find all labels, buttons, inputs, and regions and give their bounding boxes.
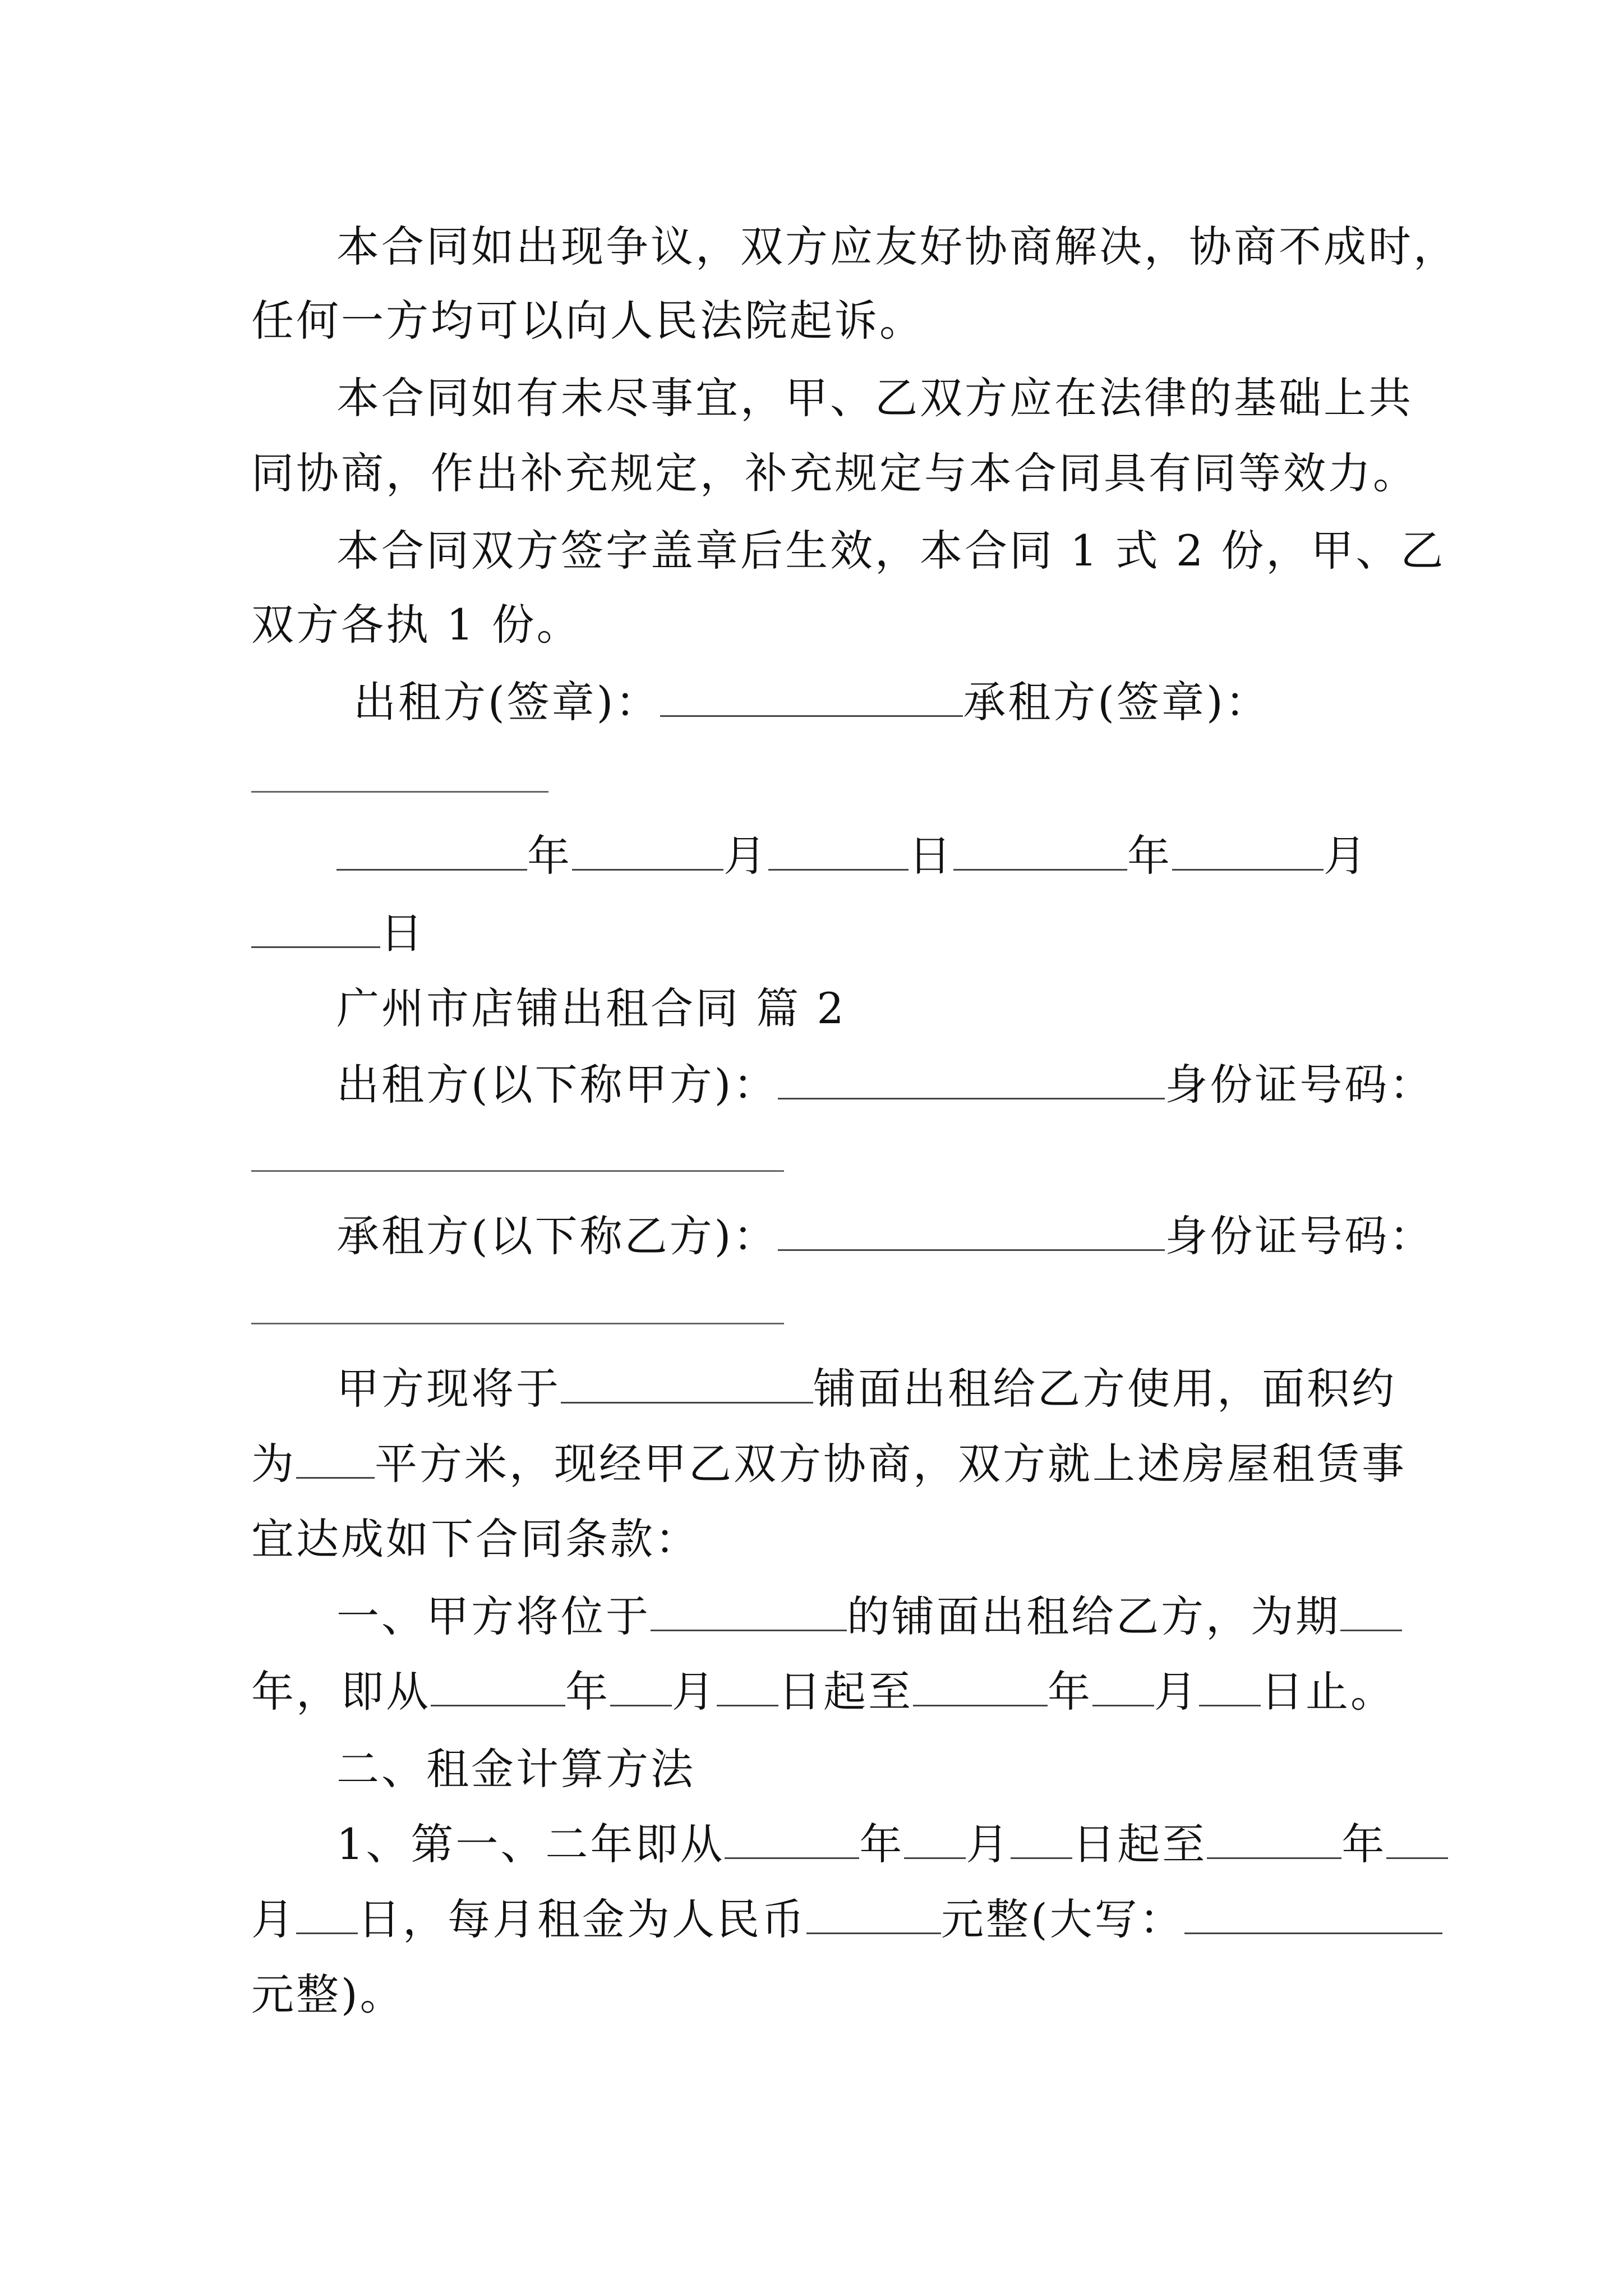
start-month-label: 月: [672, 1667, 717, 1717]
month-label-2: 月: [1324, 831, 1368, 881]
lessee-name-blank: [778, 1210, 1165, 1251]
intro-text-1a: 甲方现将于: [336, 1364, 561, 1414]
clause-2-1-line-1: [336, 1818, 1448, 1871]
lessor-name-blank: [778, 1059, 1165, 1099]
intro-line-2: [251, 1437, 1407, 1491]
term-years-blank: [1340, 1590, 1402, 1631]
clause-2-1-text-c: 日，每月租金为人民币: [358, 1894, 806, 1944]
section-title: 广州市店铺出租合同 篇 2: [336, 983, 846, 1033]
clause-1-text-c: 年，即从: [251, 1667, 431, 1717]
paragraph-effect-line-2: 双方各执 1 份。: [251, 600, 582, 650]
lessor-label: 出租方(以下称甲方)：: [336, 1060, 778, 1110]
rent-start-year-label: 年: [859, 1819, 905, 1869]
end-year-label: 年: [1048, 1667, 1092, 1717]
start-day-blank: [717, 1665, 778, 1706]
lessor-sign-blank: [660, 676, 963, 717]
year-blank-2: [953, 830, 1127, 871]
paragraph-supplement-line-1: 本合同如有未尽事宜，甲、乙双方应在法律的基础上共: [336, 373, 1413, 423]
paragraph-dispute-line-1: 本合同如出现争议，双方应友好协商解决，协商不成时，: [336, 222, 1458, 272]
start-month-blank: [610, 1665, 672, 1706]
shop-address-blank: [651, 1590, 847, 1631]
intro-text-2b: 平方米，现经甲乙双方协商，双方就上述房屋租赁事: [375, 1439, 1407, 1489]
year-blank-1: [336, 830, 527, 871]
location-blank: [561, 1363, 813, 1404]
clause-2-1-line-2: [251, 1893, 1442, 1947]
lessee-sign-label: 承租方(签章)：: [963, 677, 1270, 727]
clause-1-text-e: 日止。: [1261, 1667, 1395, 1717]
month-label-1: 月: [723, 831, 768, 881]
lessor-sign-label: 出租方(签章)：: [353, 677, 661, 727]
end-year-blank: [913, 1665, 1048, 1706]
day-label-1: 日: [909, 831, 953, 881]
end-month-blank: [1092, 1665, 1154, 1706]
clause-2-1-line-3: 元整)。: [251, 1970, 405, 2019]
clause-2-title: 二、租金计算方法: [336, 1744, 695, 1794]
start-year-label: 年: [565, 1667, 610, 1717]
paragraph-supplement-line-2: 同协商，作出补充规定，补充规定与本合同具有同等效力。: [251, 448, 1418, 498]
clause-2-1-text-a: 1、第一、二年即从: [336, 1819, 725, 1869]
end-day-blank: [1199, 1665, 1261, 1706]
clause-1-line-1: [336, 1590, 1402, 1644]
clause-1-text-d: 日起至: [778, 1667, 913, 1717]
lessee-id-label: 身份证号码：: [1165, 1211, 1435, 1261]
rent-end-year-label: 年: [1341, 1819, 1387, 1869]
intro-text-2a: 为: [251, 1439, 296, 1489]
signature-row: [353, 675, 1270, 729]
date-row: [336, 829, 1368, 883]
day-label-2: 日: [380, 908, 425, 958]
lessor-id-blank: [251, 1170, 784, 1172]
rent-end-month-blank: [1386, 1818, 1448, 1859]
year-label-1: 年: [527, 831, 572, 881]
day-blank-2: [251, 907, 380, 948]
date-row-cont: [251, 907, 425, 960]
clause-1-text-b: 的铺面出租给乙方，为期: [847, 1591, 1340, 1641]
year-label-2: 年: [1127, 831, 1172, 881]
intro-line-3: 宜达成如下合同条款：: [251, 1514, 700, 1564]
intro-text-1b: 铺面出租给乙方使用，面积约: [813, 1364, 1396, 1414]
rent-in-words-blank: [1184, 1893, 1442, 1934]
paragraph-effect-line-1: 本合同双方签字盖章后生效，本合同 1 式 2 份，甲、乙: [336, 526, 1446, 576]
month-blank-1: [572, 830, 723, 871]
day-blank-1: [768, 830, 909, 871]
month-blank-2: [1172, 830, 1324, 871]
clause-1-line-2: [251, 1665, 1395, 1719]
rent-start-month-blank: [904, 1818, 966, 1859]
lessee-row: [336, 1209, 1434, 1263]
rent-start-year-blank: [725, 1818, 859, 1859]
rent-end-month-label: 月: [251, 1894, 296, 1944]
rent-start-month-label: 月: [966, 1819, 1011, 1869]
rent-start-day-blank: [1011, 1818, 1072, 1859]
paragraph-dispute-line-2: 任何一方均可以向人民法院起诉。: [251, 296, 924, 346]
intro-line-1: [336, 1362, 1396, 1416]
rent-end-year-blank: [1207, 1818, 1341, 1859]
clause-2-1-text-d: 元整(大写：: [941, 1894, 1184, 1944]
clause-1-text-a: 一、甲方将位于: [336, 1591, 651, 1641]
start-year-blank: [431, 1665, 565, 1706]
lessor-id-label: 身份证号码：: [1165, 1060, 1435, 1110]
monthly-rent-blank: [806, 1893, 941, 1934]
lessee-label: 承租方(以下称乙方)：: [336, 1211, 778, 1261]
rent-end-day-blank: [296, 1893, 358, 1934]
lessee-sign-blank: [251, 791, 548, 793]
lessee-id-blank: [251, 1323, 784, 1324]
clause-2-1-text-b: 日起至: [1072, 1819, 1207, 1869]
lessor-row: [336, 1058, 1434, 1112]
end-month-label: 月: [1154, 1667, 1199, 1717]
area-blank: [296, 1438, 375, 1479]
